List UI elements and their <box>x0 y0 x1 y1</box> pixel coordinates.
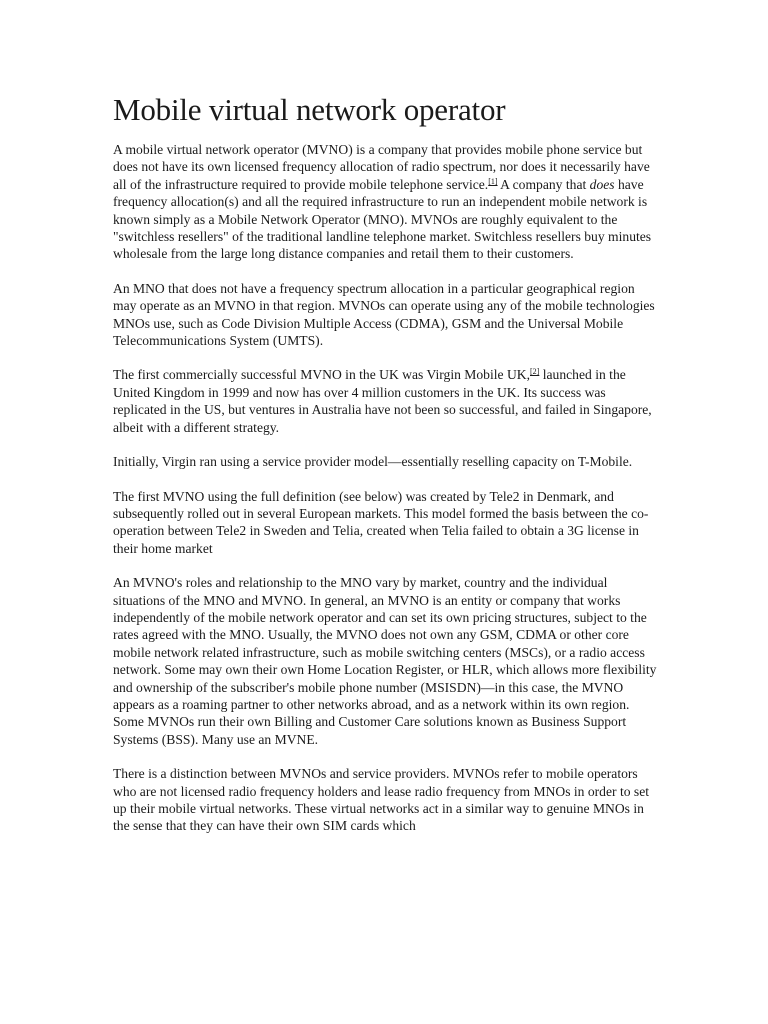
document-page <box>113 92 658 852</box>
paragraph-1-text-c: have frequency allocation(s) and all the required infrastructure to run an independent mobile network is known simply as a Mobile Network Operator (MNO). MVNOs are roughly equivalent to the "switchless resellers" of the traditional landline telephone market. Switchless resellers buy minutes wholesale from the large long distance companies and retail them to their customers. <box>113 176 652 262</box>
paragraph-1-text-a: A mobile virtual network operator (MVNO) is a company that provides mobile phone service but does not have its own licensed frequency allocation of radio spectrum, nor does it necessarily have all of the infrastructure required to provide mobile telephone service. <box>113 142 650 192</box>
paragraph-7: There is a distinction between MVNOs and service providers. MVNOs refer to mobile operators who are not licensed radio frequency holders and lease radio frequency from MNOs in order to set up their mobile virtual networks. These virtual networks act in a similar way to genuine MNOs in the sense that they can have their own SIM cards which <box>113 766 650 834</box>
paragraph-5: The first MVNO using the full definition (see below) was created by Tele2 in Denmark, and subsequently rolled out in several European markets. This model formed the basis between the co-operation between Tele2 in Sweden and Telia, created when Telia failed to obtain a 3G license in their home market <box>113 488 649 556</box>
paragraph-3-text-b: launched in the United Kingdom in 1999 and now has over 4 million customers in the UK. Its success was replicated in the US, but ventures in Australia have not been so successful, and failed in Singapore, albeit with a different strategy. <box>113 367 652 435</box>
citation-link-2[interactable]: [2] <box>530 367 540 377</box>
paragraph-1 <box>113 141 658 263</box>
paragraph-6: An MVNO's roles and relationship to the MNO vary by market, country and the individual situations of the MNO and MVNO. In general, an MVNO is an entity or company that works independently of the mobile network operator and can set its own pricing structures, subject to the rates agreed with the MNO. Usually, the MVNO does not own any GSM, CDMA or other core mobile network related infrastructure, such as mobile switching centers (MSCs), or a radio access network. Some may own their own Home Location Register, or HLR, which allows more flexibility and ownership of the subscriber's mobile phone number (MSISDN)—in this case, the MVNO appears as a roaming partner to other networks abroad, and as a network within its own region. Some MVNOs run their own Billing and Customer Care solutions known as Business Support Systems (BSS). Many use an MVNE. <box>113 575 657 747</box>
paragraph-4: Initially, Virgin ran using a service provider model—essentially reselling capacity on T-Mobile. <box>113 454 633 470</box>
page-title: Mobile virtual network operator <box>113 92 506 127</box>
paragraph-1-text-b: A company that <box>497 176 590 192</box>
emphasis-does: does <box>589 176 615 192</box>
paragraph-3-text-a: The first commercially successful MVNO in the UK was Virgin Mobile UK, <box>113 367 530 383</box>
paragraph-2: An MNO that does not have a frequency spectrum allocation in a particular geographical region may operate as an MVNO in that region. MVNOs can operate using any of the mobile technologies MNOs use, such as Code Division Multiple Access (CDMA), GSM and the Universal Mobile Telecommunications System (UMTS). <box>113 280 655 349</box>
citation-link-1[interactable]: [1] <box>488 176 498 186</box>
paragraph-3 <box>113 366 658 436</box>
